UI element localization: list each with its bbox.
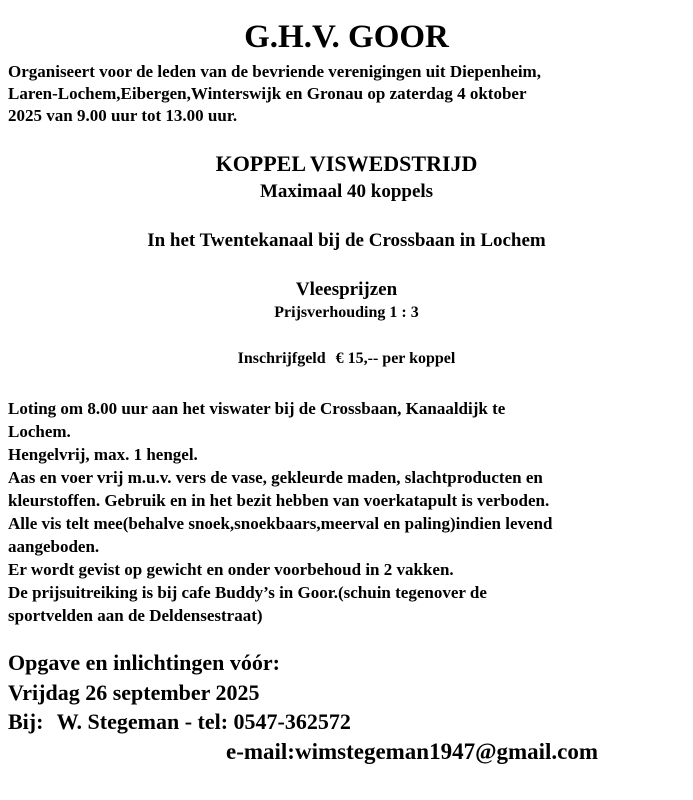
contact-bij-label: Bij: — [8, 709, 44, 734]
prizes-heading: Vleesprijzen — [295, 279, 398, 300]
contact-phone-line — [8, 707, 688, 737]
rules-line: aangeboden. — [8, 537, 100, 556]
contact-email: e-mail:wimstegeman1947@gmail.com — [226, 738, 599, 764]
rules-paragraph — [8, 397, 688, 627]
intro-line: 2025 van 9.00 uur tot 13.00 uur. — [8, 106, 238, 125]
rules-line: Lochem. — [8, 422, 71, 441]
rules-line: Aas en voer vrij m.u.v. vers de vase, gekleurde maden, slachtproducten en — [8, 468, 543, 487]
rules-line: kleurstoffen. Gebruik en in het bezit hebben van voerkatapult is verboden. — [8, 491, 550, 510]
rules-line: Er wordt gevist op gewicht en onder voorbehoud in 2 vakken. — [8, 560, 454, 579]
entry-fee — [0, 349, 693, 369]
contact-block — [8, 648, 688, 766]
contact-phone: W. Stegeman - tel: 0547-362572 — [56, 709, 351, 734]
fee-value: € 15,-- per koppel — [335, 350, 456, 367]
fee-label: Inschrijfgeld — [237, 350, 326, 367]
prize-ratio: Prijsverhouding 1 : 3 — [274, 304, 419, 321]
rules-line: Hengelvrij, max. 1 hengel. — [8, 445, 198, 464]
event-heading: KOPPEL VISWEDSTRIJD — [215, 151, 478, 176]
rules-line: Loting om 8.00 uur aan het viswater bij de Crossbaan, Kanaaldijk te — [8, 399, 506, 418]
page-title: G.H.V. GOOR — [244, 19, 449, 55]
intro-line: Laren-Lochem,Eibergen,Winterswijk en Gronau op zaterdag 4 oktober — [8, 84, 527, 103]
rules-line: sportvelden aan de Deldensestraat) — [8, 606, 263, 625]
intro-paragraph — [8, 61, 688, 127]
max-pairs: Maximaal 40 koppels — [259, 181, 434, 202]
intro-line: Organiseert voor de leden van de bevriende verenigingen uit Diepenheim, — [8, 62, 541, 81]
rules-line: De prijsuitreiking is bij cafe Buddy’s in Goor.(schuin tegenover de — [8, 583, 487, 602]
registration-deadline-label: Opgave en inlichtingen vóór: — [8, 650, 280, 675]
event-location: In het Twentekanaal bij de Crossbaan in Lochem — [147, 230, 546, 251]
registration-deadline-date: Vrijdag 26 september 2025 — [8, 679, 260, 705]
rules-line: Alle vis telt mee(behalve snoek,snoekbaars,meerval en paling)indien levend — [8, 514, 553, 533]
